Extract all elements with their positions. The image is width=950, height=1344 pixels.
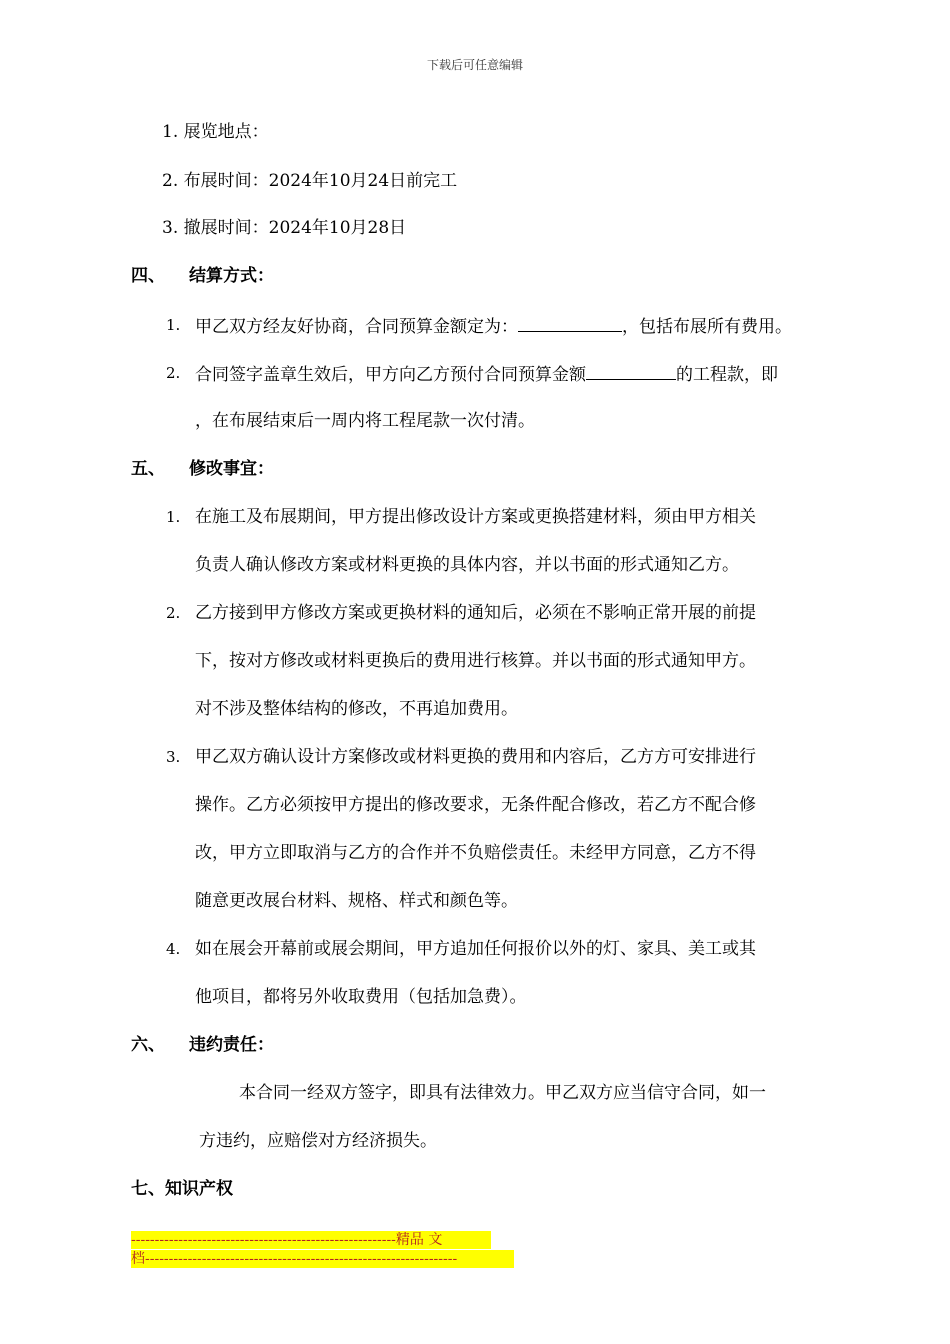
modify-item-3-line-4: 随意更改展台材料、规格、样式和颜色等。 bbox=[195, 891, 518, 911]
section-7-heading: 七、知识产权 bbox=[131, 1179, 233, 1199]
page-header: 下载后可任意编辑 bbox=[426, 58, 523, 72]
section-5-title: 修改事宜： bbox=[189, 459, 274, 479]
modify-item-2-number: 2. bbox=[166, 604, 181, 622]
modify-item-3-line-1: 甲乙双方确认设计方案修改或材料更换的费用和内容后，乙方方可安排进行 bbox=[195, 747, 756, 767]
payment-item-1 bbox=[195, 313, 792, 339]
footer-watermark-line-1: --------------------------------------------------------精品 文 bbox=[131, 1231, 491, 1249]
modify-item-4-line-2: 他项目，都将另外收取费用（包括加急费）。 bbox=[195, 987, 527, 1007]
payment-item-1-text: 甲乙双方经友好协商，合同预算金额定为： bbox=[195, 317, 518, 337]
budget-amount-blank bbox=[518, 313, 622, 332]
modify-item-1-line-2: 负责人确认修改方案或材料更换的具体内容，并以书面的形式通知乙方。 bbox=[195, 555, 739, 575]
payment-item-2-line-2: ，在布展结束后一周内将工程尾款一次付清。 bbox=[195, 411, 535, 431]
modify-item-1-number: 1. bbox=[166, 508, 181, 526]
info-item-location: 1. 展览地点： bbox=[162, 122, 269, 142]
payment-item-2-text: 合同签字盖章生效后，甲方向乙方预付合同预算金额 bbox=[195, 365, 586, 385]
section-4-heading bbox=[131, 264, 274, 288]
prepayment-blank bbox=[586, 361, 676, 380]
modify-item-2-line-1: 乙方接到甲方修改方案或更换材料的通知后，必须在不影响正常开展的前提 bbox=[195, 603, 756, 623]
modify-item-4-line-1: 如在展会开幕前或展会期间，甲方追加任何报价以外的灯、家具、美工或其 bbox=[195, 939, 756, 959]
modify-item-3-line-2: 操作。乙方必须按甲方提出的修改要求，无条件配合修改，若乙方不配合修 bbox=[195, 795, 756, 815]
payment-item-2 bbox=[195, 361, 778, 387]
payment-item-2-suffix: 的工程款，即 bbox=[676, 365, 778, 385]
modify-item-2-line-2: 下，按对方修改或材料更换后的费用进行核算。并以书面的形式通知甲方。 bbox=[195, 651, 756, 671]
modify-item-3-line-3: 改，甲方立即取消与乙方的合作并不负赔偿责任。未经甲方同意，乙方不得 bbox=[195, 843, 756, 863]
section-6-title: 违约责任： bbox=[189, 1035, 274, 1055]
info-item-setup-time: 2. 布展时间：2024年10月24日前完工 bbox=[162, 171, 458, 191]
footer-watermark-line-2: 档------------------------------------------------------------------ bbox=[131, 1250, 514, 1268]
modify-item-3-number: 3. bbox=[166, 748, 181, 766]
breach-line-1: 本合同一经双方签字，即具有法律效力。甲乙双方应当信守合同，如一 bbox=[239, 1083, 766, 1103]
payment-item-1-number: 1. bbox=[166, 316, 181, 334]
section-6-number: 六、 bbox=[131, 1035, 165, 1055]
section-4-number: 四、 bbox=[131, 266, 165, 286]
breach-line-2: 方违约，应赔偿对方经济损失。 bbox=[199, 1131, 437, 1151]
payment-item-2-number: 2. bbox=[166, 364, 181, 382]
modify-item-2-line-3: 对不涉及整体结构的修改，不再追加费用。 bbox=[195, 699, 518, 719]
section-5-number: 五、 bbox=[131, 459, 165, 479]
info-item-teardown-time: 3. 撤展时间：2024年10月28日 bbox=[162, 218, 407, 238]
section-5-heading bbox=[131, 457, 274, 481]
section-4-title: 结算方式： bbox=[189, 266, 274, 286]
modify-item-1-line-1: 在施工及布展期间，甲方提出修改设计方案或更换搭建材料，须由甲方相关 bbox=[195, 507, 756, 527]
section-6-heading bbox=[131, 1033, 274, 1057]
modify-item-4-number: 4. bbox=[166, 940, 181, 958]
payment-item-1-suffix: ，包括布展所有费用。 bbox=[622, 317, 792, 337]
